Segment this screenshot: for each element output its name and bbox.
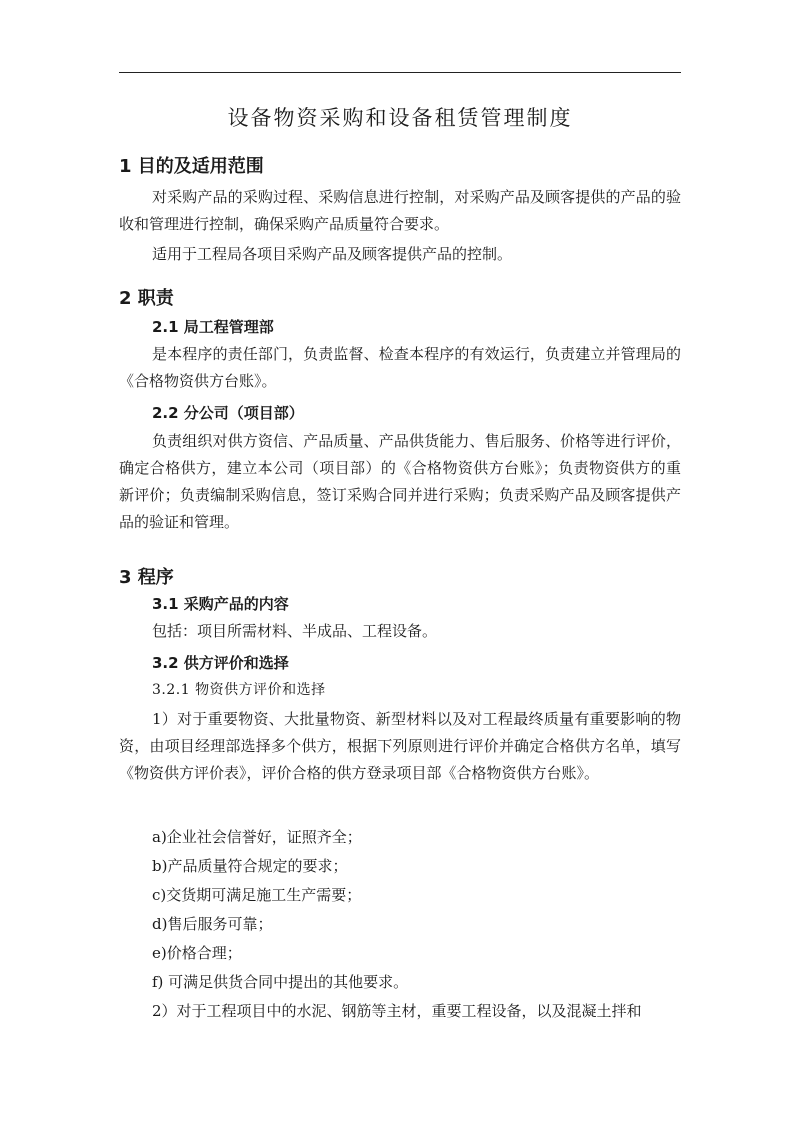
subsection-3-1-heading: 3.1 采购产品的内容 (152, 595, 289, 613)
section-1-heading: 1 目的及适用范围 (119, 156, 264, 177)
document-title: 设备物资采购和设备租赁管理制度 (227, 106, 573, 130)
criteria-item-b: b)产品质量符合规定的要求； (152, 857, 348, 875)
section-1-paragraph-2: 适用于工程局各项目采购产品及顾客提供产品的控制。 (152, 245, 513, 263)
criteria-item-f: f) 可满足供货合同中提出的其他要求。 (152, 973, 409, 991)
section-2-heading: 2 职责 (119, 288, 174, 309)
subsection-2-2-heading: 2.2 分公司（项目部） (152, 404, 304, 422)
header-rule (119, 72, 681, 73)
criteria-item-d: d)售后服务可靠； (152, 915, 273, 933)
section-1-paragraph-1: 对采购产品的采购过程、采购信息进行控制，对采购产品及顾客提供的产品的验收和管理进行控制，确保采购产品质量符合要求。 (119, 188, 681, 233)
criteria-item-a: a)企业社会信誉好，证照齐全； (152, 828, 362, 846)
subsection-3-2-1-heading: 3.2.1 物资供方评价和选择 (152, 682, 326, 698)
section-2-1-paragraph: 是本程序的责任部门，负责监督、检查本程序的有效运行，负责建立并管理局的《合格物资供方台账》。 (119, 345, 681, 390)
section-3-heading: 3 程序 (119, 567, 174, 588)
subsection-2-1-heading: 2.1 局工程管理部 (152, 318, 274, 336)
criteria-item-e: e)价格合理； (152, 944, 242, 962)
subsection-3-2-heading: 3.2 供方评价和选择 (152, 654, 289, 672)
section-3-1-text: 包括：项目所需材料、半成品、工程设备。 (152, 622, 438, 640)
section-3-2-1-paragraph-1: 1）对于重要物资、大批量物资、新型材料以及对工程最终质量有重要影响的物资，由项目经理部选择多个供方，根据下列原则进行评价并确定合格供方名单，填写《物资供方评价表》，评价合格的供方登录项目部《合格物资供方台账》。 (119, 710, 681, 782)
section-2-2-paragraph: 负责组织对供方资信、产品质量、产品供货能力、售后服务、价格等进行评价，确定合格供方，建立本公司（项目部）的《合格物资供方台账》；负责物资供方的重新评价；负责编制采购信息，签订采购合同并进行采购；负责采购产品及顾客提供产品的验证和管理。 (119, 432, 681, 531)
criteria-item-c: c)交货期可满足施工生产需要； (152, 886, 362, 904)
section-3-2-1-paragraph-2: 2）对于工程项目中的水泥、钢筋等主材，重要工程设备，以及混凝土拌和 (152, 1002, 642, 1020)
